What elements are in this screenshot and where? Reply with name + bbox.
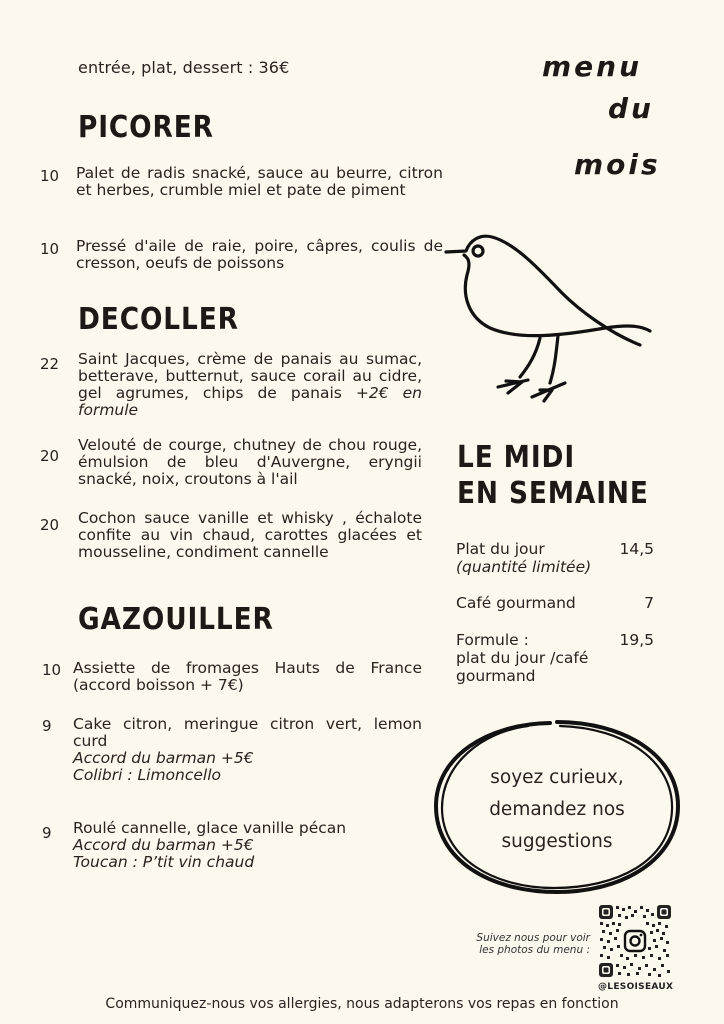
midi-item-price: 14,5 [619, 540, 654, 558]
menu-item [40, 351, 422, 419]
item-price: 22 [40, 355, 60, 373]
instagram-icon [623, 929, 647, 953]
suggestions-bubble [432, 718, 682, 896]
midi-item-plat-du-jour [456, 540, 654, 576]
item-supplement: +2€ en formule [78, 384, 422, 419]
menu-item [40, 437, 422, 488]
bubble-line: suggestions [501, 831, 613, 852]
midi-item-label: Plat du jour [456, 540, 545, 558]
section-title-gazouiller: GAZOUILLER [78, 602, 274, 637]
bubble-line: soyez curieux, [490, 767, 624, 788]
item-pairing: Accord du barman +5€ [73, 749, 254, 767]
midi-item-label: Formule : [456, 631, 529, 649]
midi-item-cafe-gourmand [456, 594, 654, 612]
item-description: Pressé d'aile de raie, poire, câpres, coulis de cresson, oeufs de poissons [76, 237, 443, 272]
item-description-text: Cake citron, meringue citron vert, lemon curd [73, 715, 422, 750]
item-price: 9 [42, 717, 52, 735]
bubble-line: demandez nos [489, 799, 625, 820]
midi-title [457, 440, 649, 512]
section-title-picorer: PICORER [78, 110, 214, 145]
item-description: Assiette de fromages Hauts de France (accord boisson + 7€) [73, 659, 422, 694]
item-price: 10 [40, 240, 60, 258]
item-description-text: Saint Jacques, crème de panais au sumac, betterave, butternut, sauce corail au cidre, gel agrumes, chips de panais [78, 350, 422, 402]
menu-item [40, 165, 443, 199]
section-title-decoller: DECOLLER [78, 302, 239, 337]
midi-title-line1: LE MIDI [457, 440, 576, 475]
midi-item-formule [456, 631, 654, 685]
follow-us-text [450, 932, 590, 956]
bubble-text [432, 762, 682, 858]
item-description: Velouté de courge, chutney de chou rouge, émulsion de bleu d'Auvergne, eryngii snacké, noix, croutons à l'ail [78, 436, 422, 488]
item-pairing-detail: Colibri : Limoncello [73, 766, 222, 784]
item-pairing-detail: Toucan : P’tit vin chaud [73, 853, 255, 871]
item-description [73, 820, 346, 871]
instagram-qr-code[interactable] [598, 904, 672, 978]
menu-item [42, 820, 422, 871]
midi-item-detail-line1: plat du jour /café [456, 649, 589, 667]
midi-title-line2: EN SEMAINE [457, 476, 649, 511]
item-price: 20 [40, 516, 60, 534]
instagram-handle[interactable]: @LESOISEAUX [598, 982, 674, 992]
menu-item [40, 510, 422, 561]
item-description: Palet de radis snacké, sauce au beurre, citron et herbes, crumble miel et pate de piment [76, 164, 443, 199]
item-price: 10 [40, 167, 60, 185]
logo-line-mois: mois [574, 148, 661, 181]
item-price: 20 [40, 447, 60, 465]
item-price: 9 [42, 824, 52, 842]
midi-item-label: Café gourmand [456, 594, 576, 612]
midi-item-price: 7 [644, 594, 654, 612]
logo-line-menu: menu [542, 50, 643, 83]
follow-line: les photos du menu : [479, 944, 590, 956]
bird-illustration [440, 225, 670, 405]
follow-line: Suivez nous pour voir [476, 932, 590, 944]
item-description [78, 351, 422, 419]
menu-item [40, 238, 443, 272]
allergy-footer-note: Communiquez-nous vos allergies, nous adapterons vos repas en fonction [105, 996, 619, 1012]
item-description [73, 716, 422, 784]
item-description-text: Roulé cannelle, glace vanille pécan [73, 819, 347, 837]
logo-line-du: du [608, 92, 654, 125]
item-price: 10 [42, 661, 62, 679]
menu-item [42, 716, 422, 784]
midi-item-detail-line2: gourmand [456, 667, 536, 685]
midi-item-price: 19,5 [619, 631, 654, 649]
item-description: Cochon sauce vanille et whisky , échalote confite au vin chaud, carottes glacées et mousseline, condiment cannelle [78, 509, 422, 561]
menu-price-subtitle: entrée, plat, dessert : 36€ [78, 58, 290, 77]
item-pairing: Accord du barman +5€ [73, 836, 254, 854]
midi-item-note: (quantité limitée) [456, 558, 592, 576]
menu-du-mois-logo [540, 50, 670, 190]
menu-item [42, 660, 422, 694]
